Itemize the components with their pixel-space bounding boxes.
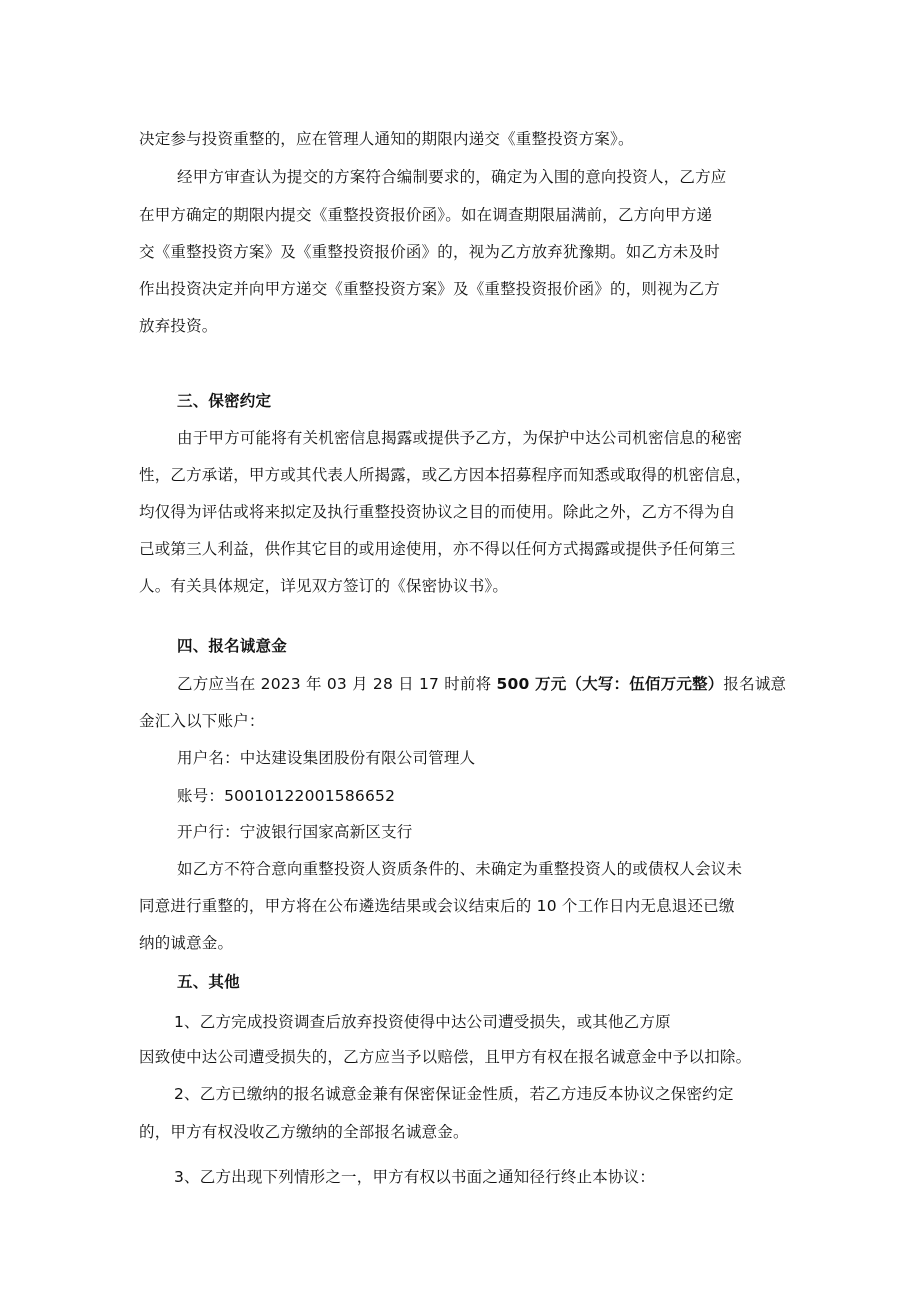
paragraph-line: 同意进行重整的，甲方将在公布遴选结果或会议结束后的 10 个工作日内无息退还已缴	[139, 897, 735, 915]
paragraph-line: 作出投资决定并向甲方递交《重整投资方案》及《重整投资报价函》的，则视为乙方	[139, 280, 720, 298]
list-item-line: 3、乙方出现下列情形之一，甲方有权以书面之通知径行终止本协议：	[174, 1168, 656, 1186]
paragraph-line: 决定参与投资重整的，应在管理人通知的期限内递交《重整投资方案》。	[139, 130, 634, 148]
section-heading: 四、报名诚意金	[177, 637, 287, 655]
paragraph-line	[177, 674, 786, 694]
deposit-text: 报名诚意	[723, 675, 787, 693]
bank-name: 开户行：宁波银行国家高新区支行	[177, 823, 413, 841]
amount-text: 500 万元（大写：伍佰万元整）	[496, 675, 724, 693]
list-item-line: 的，甲方有权没收乙方缴纳的全部报名诚意金。	[139, 1123, 469, 1141]
paragraph-line: 交《重整投资方案》及《重整投资报价函》的，视为乙方放弃犹豫期。如乙方未及时	[139, 243, 720, 261]
list-item-line: 因致使中达公司遭受损失的，乙方应当予以赔偿，且甲方有权在报名诚意金中予以扣除。	[139, 1048, 752, 1066]
paragraph-line: 在甲方确定的期限内提交《重整投资报价函》。如在调查期限届满前，乙方向甲方递	[139, 206, 713, 224]
paragraph-line: 如乙方不符合意向重整投资人资质条件的、未确定为重整投资人的或债权人会议未	[177, 860, 743, 878]
list-item-line: 1、乙方完成投资调查后放弃投资使得中达公司遭受损失，或其他乙方原	[174, 1013, 671, 1031]
account-name: 用户名：中达建设集团股份有限公司管理人	[177, 749, 476, 767]
paragraph-line: 纳的诚意金。	[139, 934, 234, 952]
list-item-line: 2、乙方已缴纳的报名诚意金兼有保密保证金性质，若乙方违反本协议之保密约定	[174, 1085, 734, 1103]
paragraph-line: 由于甲方可能将有关机密信息揭露或提供予乙方，为保护中达公司机密信息的秘密	[177, 429, 743, 447]
paragraph-line: 人。有关具体规定，详见双方签订的《保密协议书》。	[139, 577, 509, 595]
paragraph-line: 放弃投资。	[139, 317, 218, 335]
paragraph-line: 性，乙方承诺，甲方或其代表人所揭露，或乙方因本招募程序而知悉或取得的机密信息，	[139, 466, 752, 484]
section-heading: 五、其他	[177, 973, 240, 991]
section-heading: 三、保密约定	[177, 392, 272, 410]
deadline-text: 乙方应当在 2023 年 03 月 28 日 17 时前将	[177, 675, 497, 693]
paragraph-line: 均仅得为评估或将来拟定及执行重整投资协议之目的而使用。除此之外，乙方不得为自	[139, 503, 736, 521]
paragraph-line: 金汇入以下账户：	[139, 712, 265, 730]
account-number: 账号：50010122001586652	[177, 787, 396, 805]
paragraph-line: 经甲方审查认为提交的方案符合编制要求的，确定为入围的意向投资人，乙方应	[177, 168, 727, 186]
paragraph-line: 己或第三人利益，供作其它目的或用途使用，亦不得以任何方式揭露或提供予任何第三	[139, 540, 736, 558]
